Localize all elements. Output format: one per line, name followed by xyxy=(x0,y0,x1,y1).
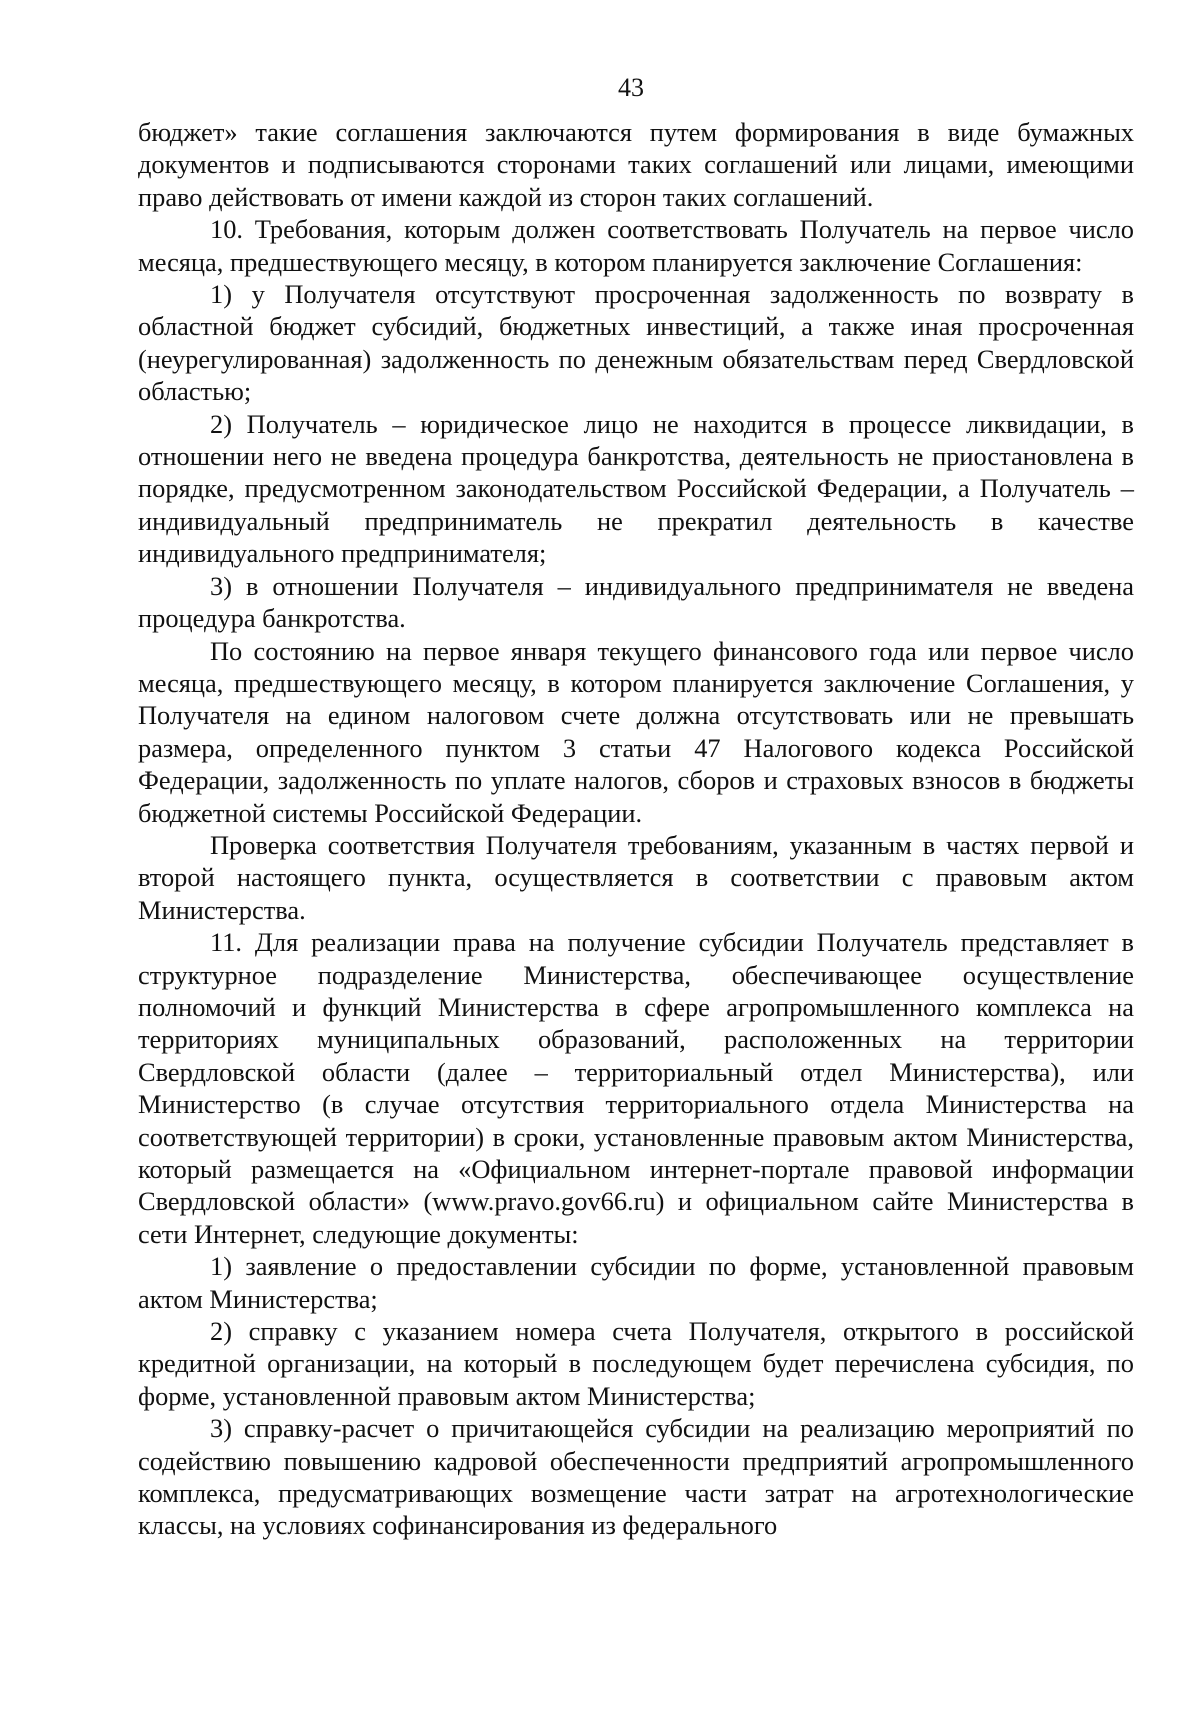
paragraph-budget-agreements: бюджет» такие соглашения заключаются путем формирования в виде бумажных документов и подписываются сторонами таких соглашений или лицами, имеющими право действовать от имени каждой из сторон таких соглашений. xyxy=(138,117,1134,212)
paragraph-requirement-3: 3) в отношении Получателя – индивидуального предпринимателя не введена процедура банкротства. xyxy=(138,570,1134,634)
page-number: 43 xyxy=(618,73,644,102)
paragraph-item-10-requirements: 10. Требования, которым должен соответствовать Получатель на первое число месяца, предшествующего месяцу, в котором планируется заключение Соглашения: xyxy=(138,214,1134,277)
paragraph-compliance-check: Проверка соответствия Получателя требованиям, указанным в частях первой и второй настоящего пункта, осуществляется в соответствии с правовым актом Министерства. xyxy=(138,829,1134,925)
paragraph-document-1: 1) заявление о предоставлении субсидии по форме, установленной правовым актом Министерства; xyxy=(138,1251,1134,1314)
paragraph-requirement-1: 1) у Получателя отсутствуют просроченная задолженность по возврату в областной бюджет субсидий, бюджетных инвестиций, а также иная просроченная (неурегулированная) задолженность по денежным обязательствам перед Свердловской областью; xyxy=(138,279,1134,407)
paragraph-document-3: 3) справку-расчет о причитающейся субсидии на реализацию мероприятий по содействию повышению кадровой обеспеченности предприятий агропромышленного комплекса, предусматривающих возмещение части затрат на агротехнологические классы, на условиях софинансирования из федерального xyxy=(138,1413,1134,1541)
paragraph-requirement-2: 2) Получатель – юридическое лицо не находится в процессе ликвидации, в отношении него не введена процедура банкротства, деятельность не приостановлена в порядке, предусмотренном законодательством Российской Федерации, а Получатель – индивидуальный предприниматель не прекратил деятельность в качестве индивидуального предпринимателя; xyxy=(138,408,1134,569)
document-body xyxy=(138,116,1134,1542)
paragraph-tax-debt: По состоянию на первое января текущего финансового года или первое число месяца, предшествующего месяцу, в котором планируется заключение Соглашения, у Получателя на едином налоговом счете должна отсутствовать или не превышать размера, определенного пунктом 3 статьи 47 Налогового кодекса Российской Федерации, задолженность по уплате налогов, сборов и страховых взносов в бюджеты бюджетной системы Российской Федерации. xyxy=(138,635,1134,828)
paragraph-item-11-documents: 11. Для реализации права на получение субсидии Получатель представляет в структурное подразделение Министерства, обеспечивающее осуществление полномочий и функций Министерства в сфере агропромышленного комплекса на территориях муниципальных образований, расположенных на территории Свердловской области (далее – территориальный отдел Министерства), или Министерство (в случае отсутствия территориального отдела Министерства на соответствующей территории) в сроки, установленные правовым актом Министерства, который размещается на «Официальном интернет-портале правовой информации Свердловской области» (www.pravo.gov66.ru) и официальном сайте Министерства в сети Интернет, следующие документы: xyxy=(138,927,1134,1249)
paragraph-document-2: 2) справку с указанием номера счета Получателя, открытого в российской кредитной организации, на который в последующем будет перечислена субсидия, по форме, установленной правовым актом Министерства; xyxy=(138,1316,1134,1411)
